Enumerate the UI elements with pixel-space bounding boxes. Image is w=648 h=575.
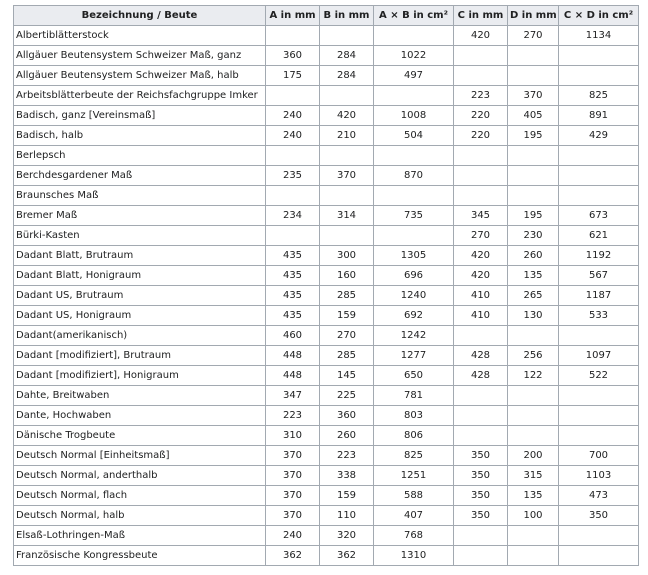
table-row <box>14 46 639 66</box>
cell-b <box>320 86 374 106</box>
cell-ab: 650 <box>374 366 454 386</box>
cell-name: Berchdesgardener Maß <box>14 166 266 186</box>
cell-a: 360 <box>266 46 320 66</box>
cell-ab: 497 <box>374 66 454 86</box>
cell-b: 260 <box>320 426 374 446</box>
cell-name: Dante, Hochwaben <box>14 406 266 426</box>
cell-name: Dadant(amerikanisch) <box>14 326 266 346</box>
cell-name: Dadant US, Brutraum <box>14 286 266 306</box>
table-row <box>14 286 639 306</box>
cell-c: 350 <box>454 446 508 466</box>
cell-b: 225 <box>320 386 374 406</box>
table-row <box>14 226 639 246</box>
cell-c: 428 <box>454 366 508 386</box>
cell-a: 370 <box>266 446 320 466</box>
header-ab[interactable]: A × B in cm² <box>374 6 454 26</box>
cell-b: 284 <box>320 46 374 66</box>
cell-b: 145 <box>320 366 374 386</box>
cell-b: 210 <box>320 126 374 146</box>
cell-ab: 803 <box>374 406 454 426</box>
cell-cd: 825 <box>559 86 639 106</box>
cell-cd <box>559 526 639 546</box>
cell-d: 256 <box>508 346 559 366</box>
cell-b: 270 <box>320 326 374 346</box>
cell-ab <box>374 146 454 166</box>
cell-c: 345 <box>454 206 508 226</box>
cell-name: Badisch, ganz [Vereinsmaß] <box>14 106 266 126</box>
cell-cd: 533 <box>559 306 639 326</box>
cell-b <box>320 226 374 246</box>
cell-d: 265 <box>508 286 559 306</box>
cell-cd <box>559 386 639 406</box>
cell-name: Dadant Blatt, Brutraum <box>14 246 266 266</box>
cell-c: 350 <box>454 486 508 506</box>
table-row <box>14 106 639 126</box>
table-row <box>14 486 639 506</box>
cell-name: Dänische Trogbeute <box>14 426 266 446</box>
cell-ab: 692 <box>374 306 454 326</box>
cell-a: 235 <box>266 166 320 186</box>
cell-name: Braunsches Maß <box>14 186 266 206</box>
cell-d: 230 <box>508 226 559 246</box>
table-row <box>14 466 639 486</box>
cell-name: Berlepsch <box>14 146 266 166</box>
cell-d <box>508 46 559 66</box>
cell-name: Badisch, halb <box>14 126 266 146</box>
cell-a <box>266 26 320 46</box>
cell-a: 435 <box>266 286 320 306</box>
cell-cd <box>559 166 639 186</box>
cell-cd: 350 <box>559 506 639 526</box>
cell-ab: 1251 <box>374 466 454 486</box>
cell-cd: 621 <box>559 226 639 246</box>
cell-cd: 1134 <box>559 26 639 46</box>
cell-b <box>320 26 374 46</box>
cell-a <box>266 186 320 206</box>
cell-ab: 1022 <box>374 46 454 66</box>
table-row <box>14 246 639 266</box>
cell-b: 284 <box>320 66 374 86</box>
cell-d <box>508 326 559 346</box>
cell-cd: 1097 <box>559 346 639 366</box>
cell-ab: 806 <box>374 426 454 446</box>
cell-c: 270 <box>454 226 508 246</box>
cell-name: Deutsch Normal, flach <box>14 486 266 506</box>
cell-cd <box>559 426 639 446</box>
cell-c: 420 <box>454 26 508 46</box>
cell-c <box>454 406 508 426</box>
cell-b: 223 <box>320 446 374 466</box>
cell-c <box>454 146 508 166</box>
cell-d: 260 <box>508 246 559 266</box>
cell-cd: 1103 <box>559 466 639 486</box>
table-row <box>14 86 639 106</box>
cell-name: Deutsch Normal, halb <box>14 506 266 526</box>
cell-a: 362 <box>266 546 320 566</box>
cell-a: 240 <box>266 126 320 146</box>
cell-ab: 1277 <box>374 346 454 366</box>
cell-a: 310 <box>266 426 320 446</box>
cell-name: Elsaß-Lothringen-Maß <box>14 526 266 546</box>
table-row <box>14 266 639 286</box>
cell-cd: 567 <box>559 266 639 286</box>
cell-d: 315 <box>508 466 559 486</box>
cell-a <box>266 146 320 166</box>
cell-name: Dadant [modifiziert], Honigraum <box>14 366 266 386</box>
cell-d <box>508 426 559 446</box>
cell-b <box>320 146 374 166</box>
cell-b: 360 <box>320 406 374 426</box>
cell-cd <box>559 146 639 166</box>
cell-b: 159 <box>320 486 374 506</box>
cell-d: 195 <box>508 126 559 146</box>
cell-d: 122 <box>508 366 559 386</box>
cell-name: Deutsch Normal [Einheitsmaß] <box>14 446 266 466</box>
header-cd[interactable]: C × D in cm² <box>559 6 639 26</box>
cell-ab: 1240 <box>374 286 454 306</box>
table-row <box>14 386 639 406</box>
cell-b: 362 <box>320 546 374 566</box>
cell-c: 350 <box>454 506 508 526</box>
table-row <box>14 326 639 346</box>
cell-b: 285 <box>320 286 374 306</box>
cell-cd: 1187 <box>559 286 639 306</box>
cell-c: 220 <box>454 126 508 146</box>
table-row <box>14 186 639 206</box>
cell-b <box>320 186 374 206</box>
cell-d: 200 <box>508 446 559 466</box>
cell-a: 347 <box>266 386 320 406</box>
cell-a: 448 <box>266 366 320 386</box>
cell-c <box>454 186 508 206</box>
cell-ab: 504 <box>374 126 454 146</box>
cell-a: 370 <box>266 466 320 486</box>
cell-b: 110 <box>320 506 374 526</box>
cell-d: 405 <box>508 106 559 126</box>
cell-ab: 870 <box>374 166 454 186</box>
cell-d <box>508 146 559 166</box>
header-c[interactable]: C in mm <box>454 6 508 26</box>
cell-ab <box>374 26 454 46</box>
cell-cd: 700 <box>559 446 639 466</box>
cell-ab: 1008 <box>374 106 454 126</box>
cell-cd <box>559 66 639 86</box>
cell-c <box>454 426 508 446</box>
cell-a: 435 <box>266 246 320 266</box>
table-body <box>14 26 639 566</box>
table-row <box>14 546 639 566</box>
cell-d: 135 <box>508 266 559 286</box>
cell-a: 223 <box>266 406 320 426</box>
cell-ab: 696 <box>374 266 454 286</box>
table-row <box>14 446 639 466</box>
header-b[interactable]: B in mm <box>320 6 374 26</box>
table-row <box>14 346 639 366</box>
table-row <box>14 406 639 426</box>
table-row <box>14 206 639 226</box>
table-row <box>14 526 639 546</box>
cell-d <box>508 406 559 426</box>
table-row <box>14 366 639 386</box>
cell-ab: 735 <box>374 206 454 226</box>
cell-name: Bremer Maß <box>14 206 266 226</box>
cell-c <box>454 526 508 546</box>
cell-name: Dadant [modifiziert], Brutraum <box>14 346 266 366</box>
cell-a <box>266 226 320 246</box>
cell-name: Deutsch Normal, anderthalb <box>14 466 266 486</box>
cell-d: 195 <box>508 206 559 226</box>
cell-a: 460 <box>266 326 320 346</box>
cell-a: 240 <box>266 106 320 126</box>
cell-ab <box>374 86 454 106</box>
cell-a: 448 <box>266 346 320 366</box>
header-a[interactable]: A in mm <box>266 6 320 26</box>
cell-c <box>454 386 508 406</box>
cell-d <box>508 186 559 206</box>
cell-a: 370 <box>266 506 320 526</box>
table-row <box>14 66 639 86</box>
cell-b: 314 <box>320 206 374 226</box>
cell-name: Dahte, Breitwaben <box>14 386 266 406</box>
cell-cd <box>559 46 639 66</box>
cell-b: 159 <box>320 306 374 326</box>
cell-c <box>454 166 508 186</box>
cell-c: 428 <box>454 346 508 366</box>
cell-name: Dadant Blatt, Honigraum <box>14 266 266 286</box>
cell-name: Bürki-Kasten <box>14 226 266 246</box>
cell-c <box>454 546 508 566</box>
cell-b: 338 <box>320 466 374 486</box>
cell-a: 370 <box>266 486 320 506</box>
cell-cd: 473 <box>559 486 639 506</box>
header-name[interactable]: Bezeichnung / Beute <box>14 6 266 26</box>
cell-ab: 781 <box>374 386 454 406</box>
cell-cd: 891 <box>559 106 639 126</box>
cell-d <box>508 66 559 86</box>
cell-c: 223 <box>454 86 508 106</box>
cell-a: 435 <box>266 266 320 286</box>
cell-a: 240 <box>266 526 320 546</box>
cell-d: 370 <box>508 86 559 106</box>
cell-d <box>508 526 559 546</box>
cell-cd: 673 <box>559 206 639 226</box>
cell-d <box>508 546 559 566</box>
cell-b: 420 <box>320 106 374 126</box>
hive-dimensions-table <box>13 5 639 566</box>
cell-cd <box>559 186 639 206</box>
cell-d: 135 <box>508 486 559 506</box>
table-row <box>14 166 639 186</box>
cell-ab: 825 <box>374 446 454 466</box>
cell-d: 100 <box>508 506 559 526</box>
cell-ab <box>374 226 454 246</box>
cell-cd: 429 <box>559 126 639 146</box>
table-row <box>14 146 639 166</box>
cell-name: Allgäuer Beutensystem Schweizer Maß, halb <box>14 66 266 86</box>
cell-d <box>508 166 559 186</box>
cell-a: 175 <box>266 66 320 86</box>
table-header-row <box>14 6 639 26</box>
cell-c: 420 <box>454 266 508 286</box>
table-row <box>14 426 639 446</box>
table-row <box>14 126 639 146</box>
cell-a: 234 <box>266 206 320 226</box>
table-row <box>14 506 639 526</box>
cell-c: 220 <box>454 106 508 126</box>
cell-cd: 522 <box>559 366 639 386</box>
table-row <box>14 306 639 326</box>
cell-name: Arbeitsblätterbeute der Reichsfachgruppe Imker <box>14 86 266 106</box>
cell-c <box>454 46 508 66</box>
cell-ab: 1305 <box>374 246 454 266</box>
cell-b: 370 <box>320 166 374 186</box>
cell-c: 410 <box>454 306 508 326</box>
cell-a: 435 <box>266 306 320 326</box>
cell-name: Französische Kongressbeute <box>14 546 266 566</box>
cell-name: Albertiblätterstock <box>14 26 266 46</box>
cell-c: 410 <box>454 286 508 306</box>
cell-cd <box>559 326 639 346</box>
table-row <box>14 26 639 46</box>
cell-ab: 1242 <box>374 326 454 346</box>
cell-c: 420 <box>454 246 508 266</box>
cell-d <box>508 386 559 406</box>
cell-ab: 588 <box>374 486 454 506</box>
cell-c <box>454 66 508 86</box>
cell-b: 300 <box>320 246 374 266</box>
cell-c: 350 <box>454 466 508 486</box>
cell-ab: 407 <box>374 506 454 526</box>
cell-c <box>454 326 508 346</box>
cell-cd <box>559 546 639 566</box>
cell-b: 285 <box>320 346 374 366</box>
cell-cd <box>559 406 639 426</box>
cell-d: 270 <box>508 26 559 46</box>
cell-a <box>266 86 320 106</box>
cell-name: Allgäuer Beutensystem Schweizer Maß, ganz <box>14 46 266 66</box>
cell-ab: 1310 <box>374 546 454 566</box>
cell-cd: 1192 <box>559 246 639 266</box>
cell-ab: 768 <box>374 526 454 546</box>
cell-b: 160 <box>320 266 374 286</box>
header-d[interactable]: D in mm <box>508 6 559 26</box>
table-container <box>13 5 639 566</box>
cell-name: Dadant US, Honigraum <box>14 306 266 326</box>
cell-d: 130 <box>508 306 559 326</box>
cell-ab <box>374 186 454 206</box>
cell-b: 320 <box>320 526 374 546</box>
